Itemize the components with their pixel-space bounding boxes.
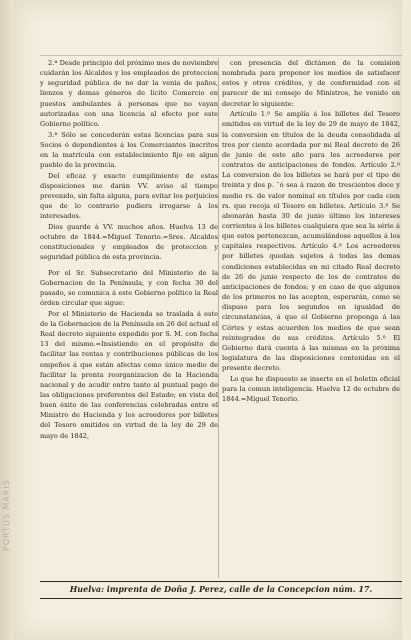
top-rule <box>40 55 402 56</box>
paragraph: Artículo 1.º Se amplía á los billetes del Tesoro emitidos en virtud de la ley de 29 de mayo de 1842, la conversion en títulos de la deuda consolidada al tres por ciento acordada por mi Real decreto de 26 de junio de este año para los acreedores por contratos de anticipaciones de fondos. Artículo 2.º La conversion de los billetes se hará por el tipo de treinta y dos p. ¯ó sea á razon de trescientos doce y medio rs. de valor nominal en títulos por cada cien rs. que recoja el Tesoro en billetes. Artículo 3.º Se abonarán hasta 30 de junio último los intereses corrientes á los billetes cualquiera que sea la série á que estos pertenezcan, acumulándose aquellos á los capitales respectivos. Artículo 4.º Los acreedores por billetes quedan sujetos á todas las demas condiciones establecidas en mi citado Real decreto de 26 de junio respecto de los de contratos de anticipaciones de fondos; y en caso de que algunos de los primeros no las acepten, esperarán, como se dispuso para los segundos en igualdad de circunstancias, á que el Gobierno proponga á las Córtes y estas acuerden los medios de que sean reintegrados de sus créditos. Artículo 5.º El Gobierno dará cuenta á las mismas en la próxima legislatura de las disposiciones contenidas en el presente decreto. <box>222 110 400 373</box>
paragraph: Lo que he dispuesto se inserte en el boletin oficial para la comun inteligencia. Huelva 12 de octubre de 1844.=Miguel Tenorio. <box>222 374 400 404</box>
paragraph: Por el Ministerio de Hacienda se traslada á este de la Gobernacion de la Península en 26 del actual el Real decreto siguiente expedido por S. M. con fecha 13 del mismo.=Insistiendo en el propósito de facilitar las rentas y contribuciones públicas de los empeños á que están afectas como único medio de facilitar la pronta reorganizacion de la Hacienda nacional y de acudir entre tanto al puntual pago de las obligaciones preferentes del Estado; en vista del buen éxito de las conferencias celebradas entre el Ministro de Hacienda y los acreedores por billetes del Tesoro emitidos en virtud de la ley de 29 de mayo de 1842, <box>40 309 218 440</box>
library-stamp: PORTUS MARIS <box>2 479 11 551</box>
left-column <box>40 58 218 578</box>
printer-imprint: Huelva: imprenta de Doña J. Perez, calle de la Concepcion núm. 17. <box>69 584 373 594</box>
paragraph: 2.ª Desde principio del próximo mes de noviembre cuidarán los Alcaldes y los empleados de proteccion y seguridad pública de no dar la venia de paños, lienzos y demas géneros de lícito Comercio en puestos ambulantes á personas que no vayan autorizadas con una licencia al efecto por este Gobierno político. <box>40 59 218 128</box>
paragraph: con presencia del dictámen de la comision nombrada para proponer los medios de satisfacer estos y otros créditos, y de conformidad con el parecer de mi consejo de Ministros, he venido en decretar lo siguiente: <box>222 59 400 108</box>
right-column <box>222 58 400 578</box>
footer-rule-bottom <box>40 598 402 599</box>
paragraph: 3.ª Sólo se concederán estas licencias para sus Socios ó dependientes á los Comerciantes inscritos en la matrícula con establecimiento fijo en algun pueblo de la provincia. <box>40 130 218 170</box>
paragraph: Del eficaz y exacto cumplimiento de estas disposiciones me darán VV. aviso al tiempo prevenido, sin falta alguna, para evitar los perjuicios que de lo contrario pudiera irrogarse á los interesados. <box>40 171 218 221</box>
paragraph: Por el Sr. Subsecretario del Ministerio de la Gobernacion de la Península, y con fecha 30 del pasado, se comunica á este Gobierno político la Real órden circular que sigue: <box>40 268 218 308</box>
column-divider <box>218 58 219 578</box>
paragraph: Dios guarde á VV. muchos años. Huelva 13 de octubre de 1844.=Miguel Tenorio.=Sres. Alcaldes constitucionales y empleados de proteccion y seguridad pública de esta provincia. <box>40 223 218 262</box>
footer-rule-top <box>40 581 402 582</box>
